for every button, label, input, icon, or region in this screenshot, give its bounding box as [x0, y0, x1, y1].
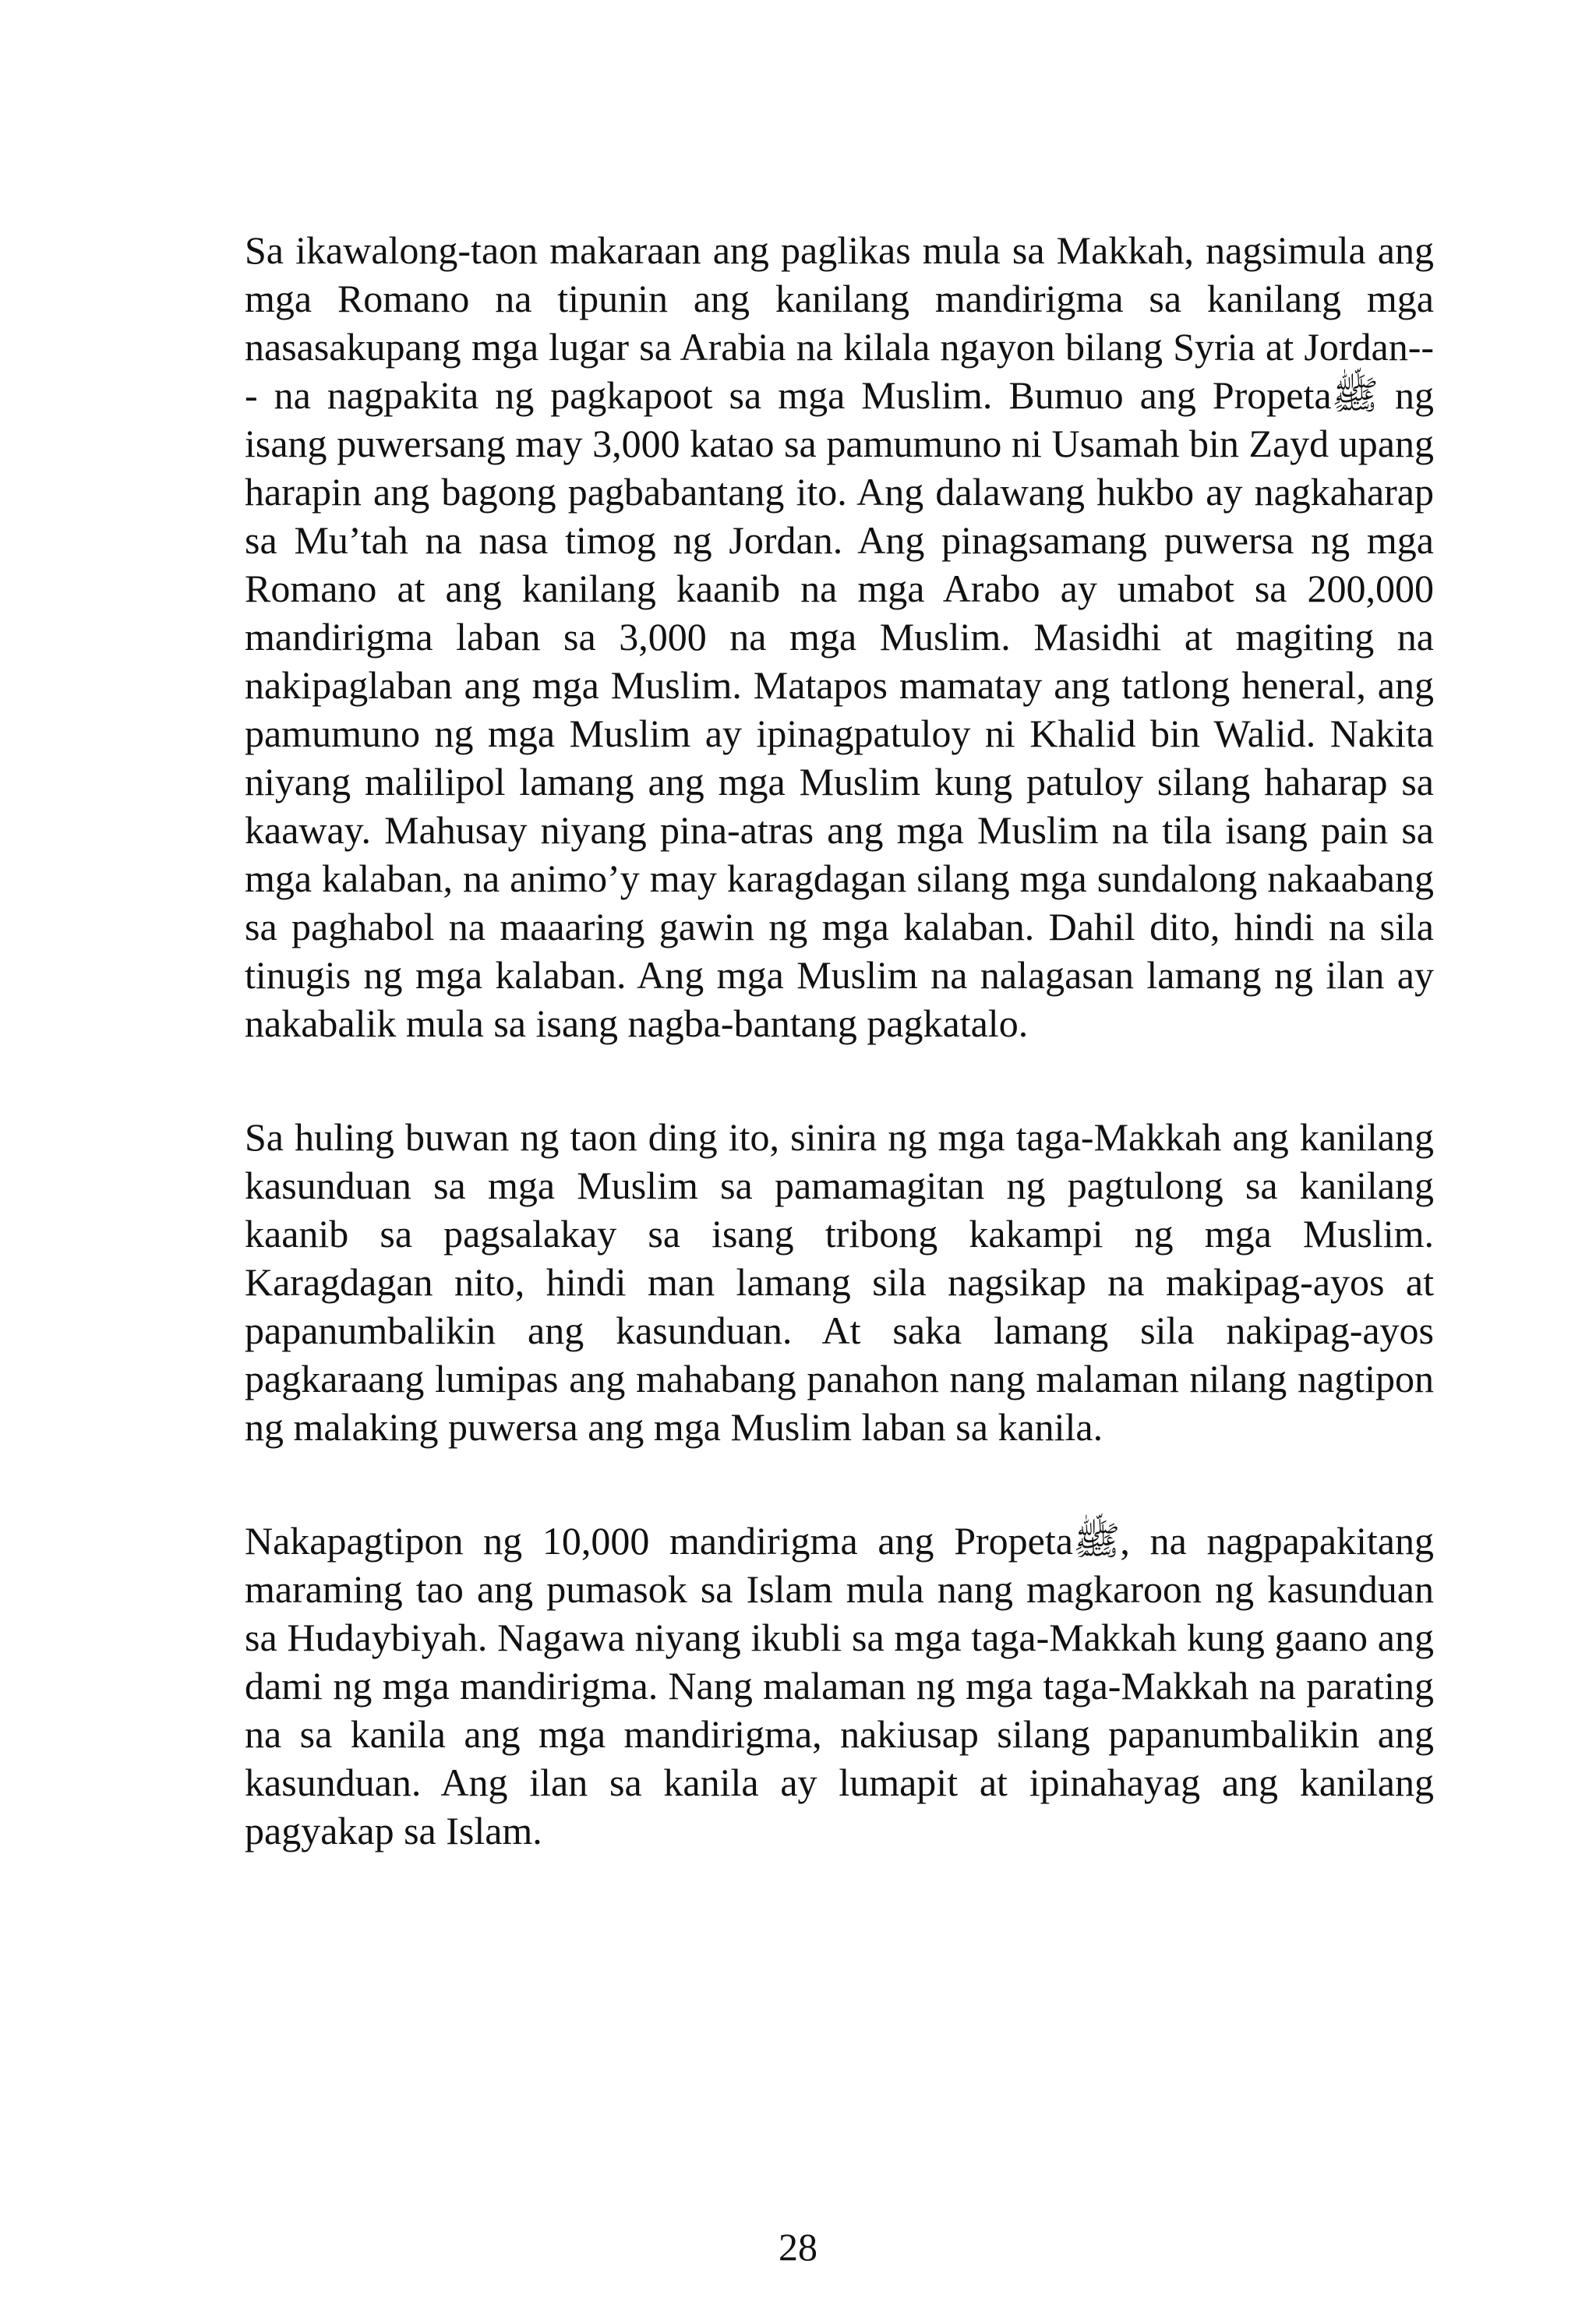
- page-number: 28: [779, 2225, 817, 2269]
- paragraph-2: Sa huling buwan ng taon ding ito, sinira ng mga taga-Makkah ang kanilang kasunduan sa mga Muslim sa pamamagitan ng pagtulong sa kanilang kaanib sa pagsalakay sa isang tribong kakampi ng mga Muslim. Karagdagan nito, hindi man lamang sila nagsikap na makipag-ayos at papanumbalikin ang kasunduan. At saka lamang sila nakipag-ayos pagkaraang lumipas ang mahabang panahon nang malaman nilang nagtipon ng malaking puwersa ang mga Muslim laban sa kanila.: [245, 1115, 1434, 1449]
- body-text: [245, 226, 1434, 1855]
- paragraph-1: Sa ikawalong-taon makaraan ang paglikas mula sa Makkah, nagsimula ang mga Romano na tipunin ang kanilang mandirigma sa kanilang mga nasasakupang mga lugar sa Arabia na kilala ngayon bilang Syria at Jordan--- na nagpakita ng pagkapoot sa mga Muslim. Bumuo ang Propetaﷺ ng isang puwersang may 3,000 katao sa pamumuno ni Usamah bin Zayd upang harapin ang bagong pagbabantang ito. Ang dalawang hukbo ay nagkaharap sa Mu’tah na nasa timog ng Jordan. Ang pinagsamang puwersa ng mga Romano at ang kanilang kaanib na mga Arabo ay umabot sa 200,000 mandirigma laban sa 3,000 na mga Muslim. Masidhi at magiting na nakipaglaban ang mga Muslim. Matapos mamatay ang tatlong heneral, ang pamumuno ng mga Muslim ay ipinagpatuloy ni Khalid bin Walid. Nakita niyang malilipol lamang ang mga Muslim kung patuloy silang haharap sa kaaway. Mahusay niyang pina-atras ang mga Muslim na tila isang pain sa mga kalaban, na animo’y may karagdagan silang mga sundalong nakaabang sa paghabol na maaaring gawin ng mga kalaban. Dahil dito, hindi na sila tinugis ng mga kalaban. Ang mga Muslim na nalagasan lamang ng ilan ay nakabalik mula sa isang nagba-bantang pagkatalo.: [245, 228, 1434, 1045]
- paragraph-3: Nakapagtipon ng 10,000 mandirigma ang Propetaﷺ, na nagpapakitang maraming tao ang pumasok sa Islam mula nang magkaroon ng kasunduan sa Hudaybiyah. Nagawa niyang ikubli sa mga taga-Makkah kung gaano ang dami ng mga mandirigma. Nang malaman ng mga taga-Makkah na parating na sa kanila ang mga mandirigma, nakiusap silang papanumbalikin ang kasunduan. Ang ilan sa kanila ay lumapit at ipinahayag ang kanilang pagyakap sa Islam.: [245, 1519, 1435, 1852]
